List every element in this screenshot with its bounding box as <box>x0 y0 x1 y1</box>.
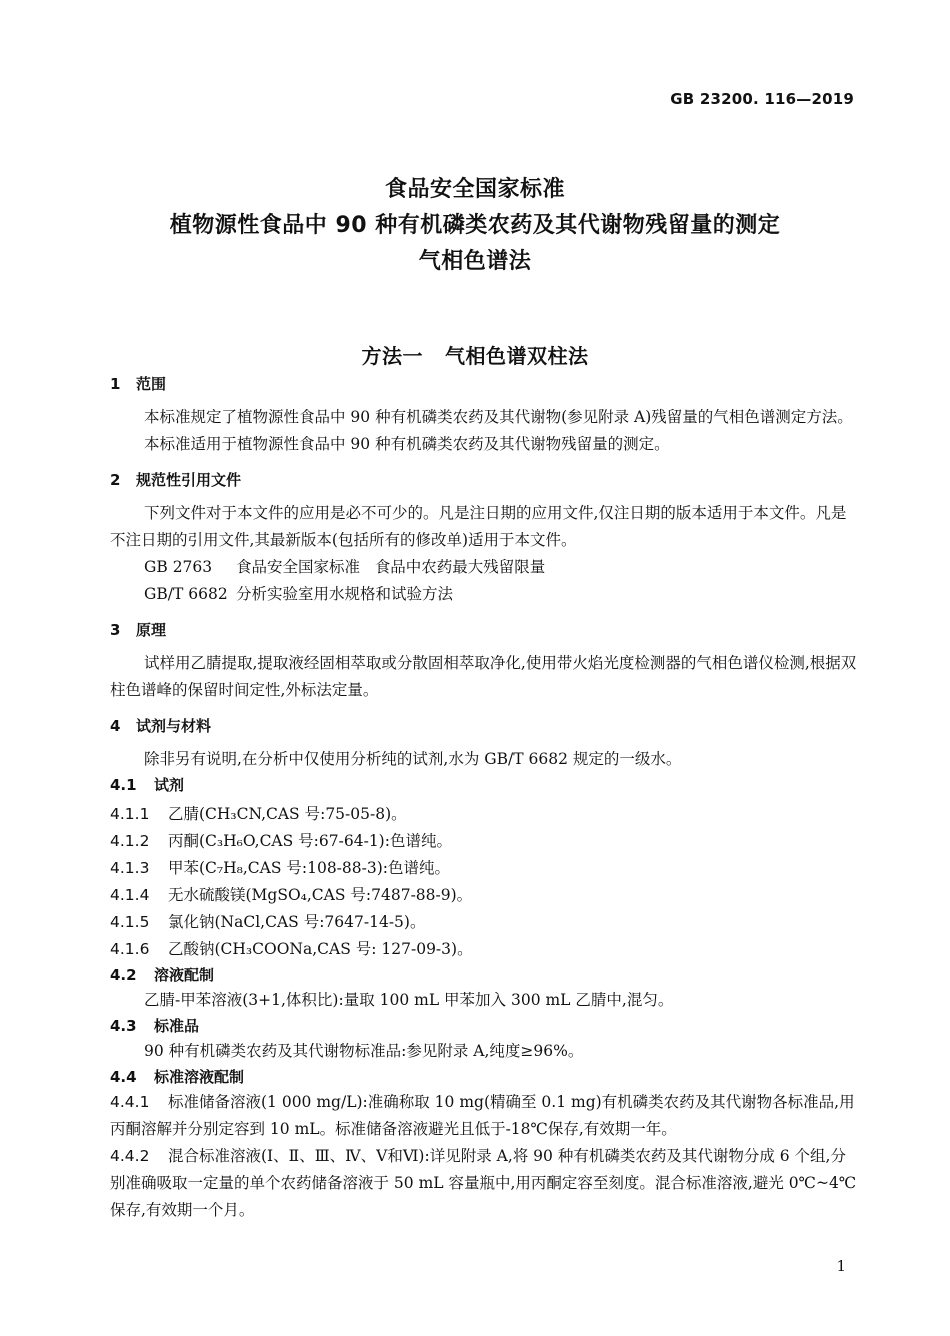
section-heading-4 <box>110 714 858 738</box>
title-line-3: 气相色谱法 <box>418 249 532 274</box>
section-heading-3 <box>110 618 858 642</box>
subsection-title: 溶液配制 <box>154 966 215 984</box>
document-body <box>110 372 858 1224</box>
method-name: 气相色谱双柱法 <box>445 344 589 368</box>
title-block <box>0 172 950 280</box>
subsection-heading-4-3 <box>110 1014 858 1038</box>
item-text: 混合标准溶液(Ⅰ、Ⅱ、Ⅲ、Ⅳ、Ⅴ和Ⅵ):详见附录 A,将 90 种有机磷类农药及其代谢物分成 6 个组,分别准确吸取一定量的单个农药储备溶液于 50 mL 容量瓶中,用丙酮定容至刻度。混合标准溶液,避光 0℃~4℃保存,有效期一个月。 <box>110 1147 857 1219</box>
section-number: 2 <box>110 471 121 489</box>
item-text: 乙腈(CH₃CN,CAS 号:75-05-8)。 <box>168 805 407 823</box>
section-title: 规范性引用文件 <box>136 471 242 489</box>
reagent-item <box>110 882 858 909</box>
method-part: 方法一 <box>361 344 423 368</box>
normative-reference <box>110 554 858 581</box>
reagent-item <box>110 936 858 963</box>
reagent-item <box>110 909 858 936</box>
subsection-heading-4-4 <box>110 1065 858 1089</box>
reagent-item <box>110 828 858 855</box>
paragraph: 90 种有机磷类农药及其代谢物标准品:参见附录 A,纯度≥96%。 <box>144 1042 584 1060</box>
item-text: 标准储备溶液(1 000 mg/L):准确称取 10 mg(精确至 0.1 mg)有机磷类农药及其代谢物各标准品,用丙酮溶解并分别定容到 10 mL。标准储备溶液避光且低于-18℃保存,有效期一年。 <box>110 1093 855 1138</box>
paragraph: 试样用乙腈提取,提取液经固相萃取或分散固相萃取净化,使用带火焰光度检测器的气相色谱仪检测,根据双柱色谱峰的保留时间定性,外标法定量。 <box>110 654 857 699</box>
item-number: 4.1.5 <box>110 913 150 931</box>
reference-code: GB/T 6682 <box>144 585 228 603</box>
item-text: 丙酮(C₃H₆O,CAS 号:67-64-1):色谱纯。 <box>168 832 452 850</box>
section-heading-1 <box>110 372 858 396</box>
subsection-title: 标准溶液配制 <box>154 1068 245 1086</box>
item-number: 4.4.1 <box>110 1093 150 1111</box>
subsection-heading-4-2 <box>110 963 858 987</box>
clause-item <box>110 1143 858 1224</box>
normative-reference <box>110 581 858 608</box>
section-heading-2 <box>110 468 858 492</box>
section-title: 原理 <box>136 621 167 639</box>
paragraph: 除非另有说明,在分析中仅使用分析纯的试剂,水为 GB/T 6682 规定的一级水。 <box>144 750 682 768</box>
reagent-item <box>110 801 858 828</box>
section-number: 1 <box>110 375 121 393</box>
item-number: 4.4.2 <box>110 1147 150 1165</box>
paragraph: 本标准规定了植物源性食品中 90 种有机磷类农药及其代谢物(参见附录 A)残留量的气相色谱测定方法。 <box>144 408 853 426</box>
reference-title: 食品安全国家标准 食品中农药最大残留限量 <box>236 558 546 576</box>
reference-title: 分析实验室用水规格和试验方法 <box>236 585 454 603</box>
method-title <box>0 340 950 369</box>
section-title: 试剂与材料 <box>136 717 212 735</box>
item-text: 乙酸钠(CH₃COONa,CAS 号: 127-09-3)。 <box>168 940 473 958</box>
paragraph: 乙腈-甲苯溶液(3+1,体积比):量取 100 mL 甲苯加入 300 mL 乙腈中,混匀。 <box>144 991 674 1009</box>
title-line-1: 食品安全国家标准 <box>384 177 565 202</box>
item-number: 4.1.1 <box>110 805 150 823</box>
subsection-number: 4.3 <box>110 1017 137 1035</box>
item-number: 4.1.6 <box>110 940 150 958</box>
standard-code: GB 23200. 116—2019 <box>670 90 854 108</box>
title-line-2: 植物源性食品中 90 种有机磷类农药及其代谢物残留量的测定 <box>169 213 781 238</box>
subsection-heading-4-1 <box>110 773 858 797</box>
item-number: 4.1.3 <box>110 859 150 877</box>
clause-item <box>110 1089 858 1143</box>
page-number: 1 <box>836 1257 846 1275</box>
item-number: 4.1.4 <box>110 886 150 904</box>
section-number: 4 <box>110 717 121 735</box>
subsection-number: 4.2 <box>110 966 137 984</box>
item-text: 无水硫酸镁(MgSO₄,CAS 号:7487-88-9)。 <box>168 886 473 904</box>
item-text: 氯化钠(NaCl,CAS 号:7647-14-5)。 <box>168 913 426 931</box>
subsection-title: 标准品 <box>154 1017 200 1035</box>
section-title: 范围 <box>136 375 167 393</box>
reference-code: GB 2763 <box>144 558 213 576</box>
subsection-number: 4.4 <box>110 1068 137 1086</box>
item-text: 甲苯(C₇H₈,CAS 号:108-88-3):色谱纯。 <box>168 859 451 877</box>
reagent-item <box>110 855 858 882</box>
item-number: 4.1.2 <box>110 832 150 850</box>
subsection-number: 4.1 <box>110 776 137 794</box>
paragraph: 本标准适用于植物源性食品中 90 种有机磷类农药及其代谢物残留量的测定。 <box>144 435 670 453</box>
section-number: 3 <box>110 621 121 639</box>
subsection-title: 试剂 <box>154 776 185 794</box>
paragraph: 下列文件对于本文件的应用是必不可少的。凡是注日期的应用文件,仅注日期的版本适用于本文件。凡是不注日期的引用文件,其最新版本(包括所有的修改单)适用于本文件。 <box>110 504 847 549</box>
